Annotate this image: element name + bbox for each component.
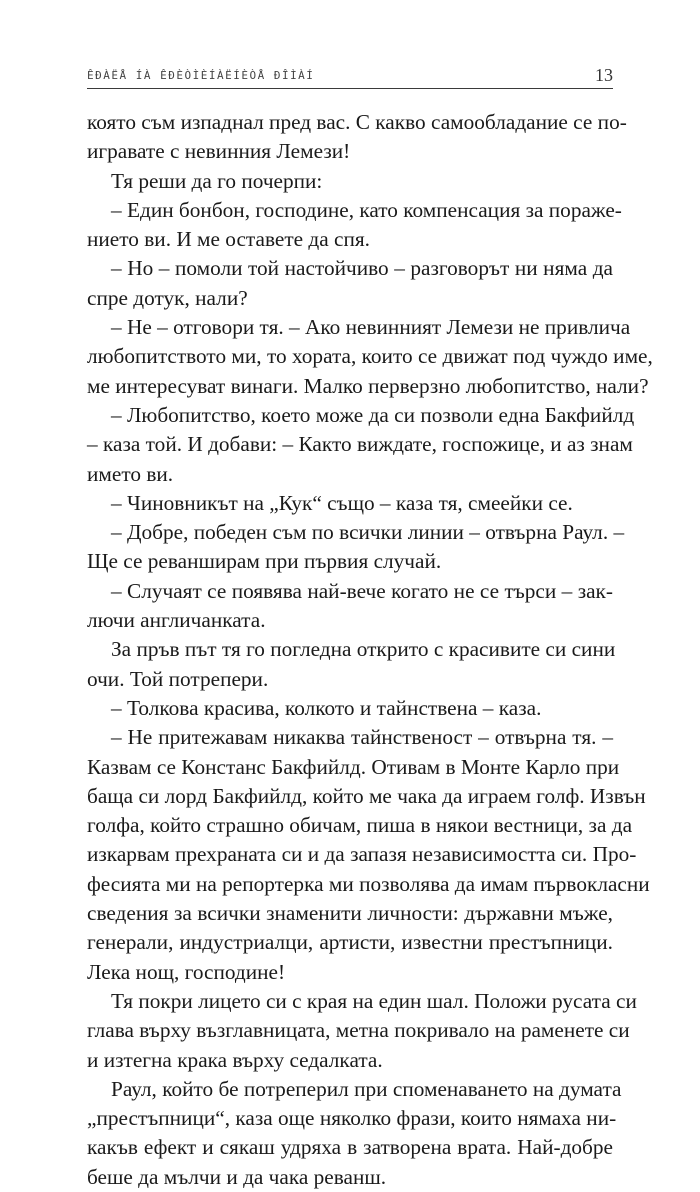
text-line: – каза той. И добави: – Както виждате, госпожице, и аз знам <box>87 432 633 457</box>
text-line: – Не притежавам никаква тайнственост – отвърна тя. – <box>111 725 613 750</box>
text-line: нието ви. И ме оставете да спя. <box>87 227 371 252</box>
text-line: какъв ефект и сякаш удряха в затворена врата. Най-добре <box>87 1135 613 1160</box>
text-line: Ще се реванширам при първия случай. <box>87 549 442 574</box>
text-line: – Но – помоли той настойчиво – разговорът ни няма да <box>111 256 613 281</box>
text-line: баща си лорд Бакфийлд, който ме чака да играем голф. Извън <box>87 783 646 808</box>
text-line: Тя покри лицето си с края на един шал. Положи русата си <box>111 988 637 1013</box>
text-line: ме интересуват винаги. Малко перверзно любопитство, нали? <box>87 373 649 398</box>
text-line: очи. Той потрепери. <box>87 666 269 691</box>
text-line: – Случаят се появява най-вече когато не се търси – зак- <box>111 578 613 603</box>
text-line: глава върху възглавницата, метна покривало на раменете си <box>87 1018 630 1043</box>
text-line: За пръв път тя го погледна открито с красивите си сини <box>111 637 616 662</box>
text-line: изкарвам прехраната си и да запазя независимостта си. Про- <box>87 842 637 867</box>
text-line: – Един бонбон, господине, като компенсация за пораже- <box>111 197 622 222</box>
text-line: генерали, индустриалци, артисти, известни престъпници. <box>87 930 613 955</box>
text-line: спре дотук, нали? <box>87 285 248 310</box>
text-line: която съм изпаднал пред вас. С какво самообладание се по- <box>87 110 627 134</box>
text-line: – Не – отговори тя. – Ако невинният Лемези не привлича <box>111 315 631 340</box>
text-line: Казвам се Констанс Бакфийлд. Отивам в Монте Карло при <box>87 754 620 779</box>
text-line: голфа, който страшно обичам, пиша в някои вестници, за да <box>87 813 633 838</box>
text-line: фесията ми на репортерка ми позволява да имам първокласни <box>87 871 650 896</box>
running-header <box>87 66 613 89</box>
running-title: ÊÐÀËÅ ÍÀ ÊÐÈÒÌÈÍÀËÍÈÒÅ ÐÎÌÀÍ <box>87 69 315 82</box>
text-line: Лека нощ, господине! <box>87 959 286 984</box>
text-line: „престъпници“, каза още няколко фрази, които нямаха ни- <box>87 1106 617 1131</box>
text-line: игравате с невинния Лемези! <box>87 139 351 164</box>
text-line: името ви. <box>87 461 174 486</box>
text-line: – Чиновникът на „Кук“ също – каза тя, смеейки се. <box>111 490 573 515</box>
body-text <box>87 108 653 1192</box>
text-line: Тя реши да го почерпи: <box>111 168 323 193</box>
text-line: любопитството ми, то хората, които се движат под чуждо име, <box>87 344 653 369</box>
text-line: – Добре, победен съм по всички линии – отвърна Раул. – <box>111 520 625 545</box>
text-line: сведения за всички знаменити личности: държавни мъже, <box>87 901 613 926</box>
text-line: беше да мълчи и да чака реванш. <box>87 1164 387 1189</box>
text-line: Раул, който бе потреперил при споменаването на думата <box>111 1076 622 1101</box>
page-number: 13 <box>595 65 613 85</box>
text-line: и изтегна крака върху седалката. <box>87 1047 383 1072</box>
text-line: – Толкова красива, колкото и тайнствена – каза. <box>111 695 542 720</box>
text-line: – Любопитство, което може да си позволи една Бакфийлд <box>111 402 635 427</box>
text-line: лючи англичанката. <box>87 608 266 633</box>
